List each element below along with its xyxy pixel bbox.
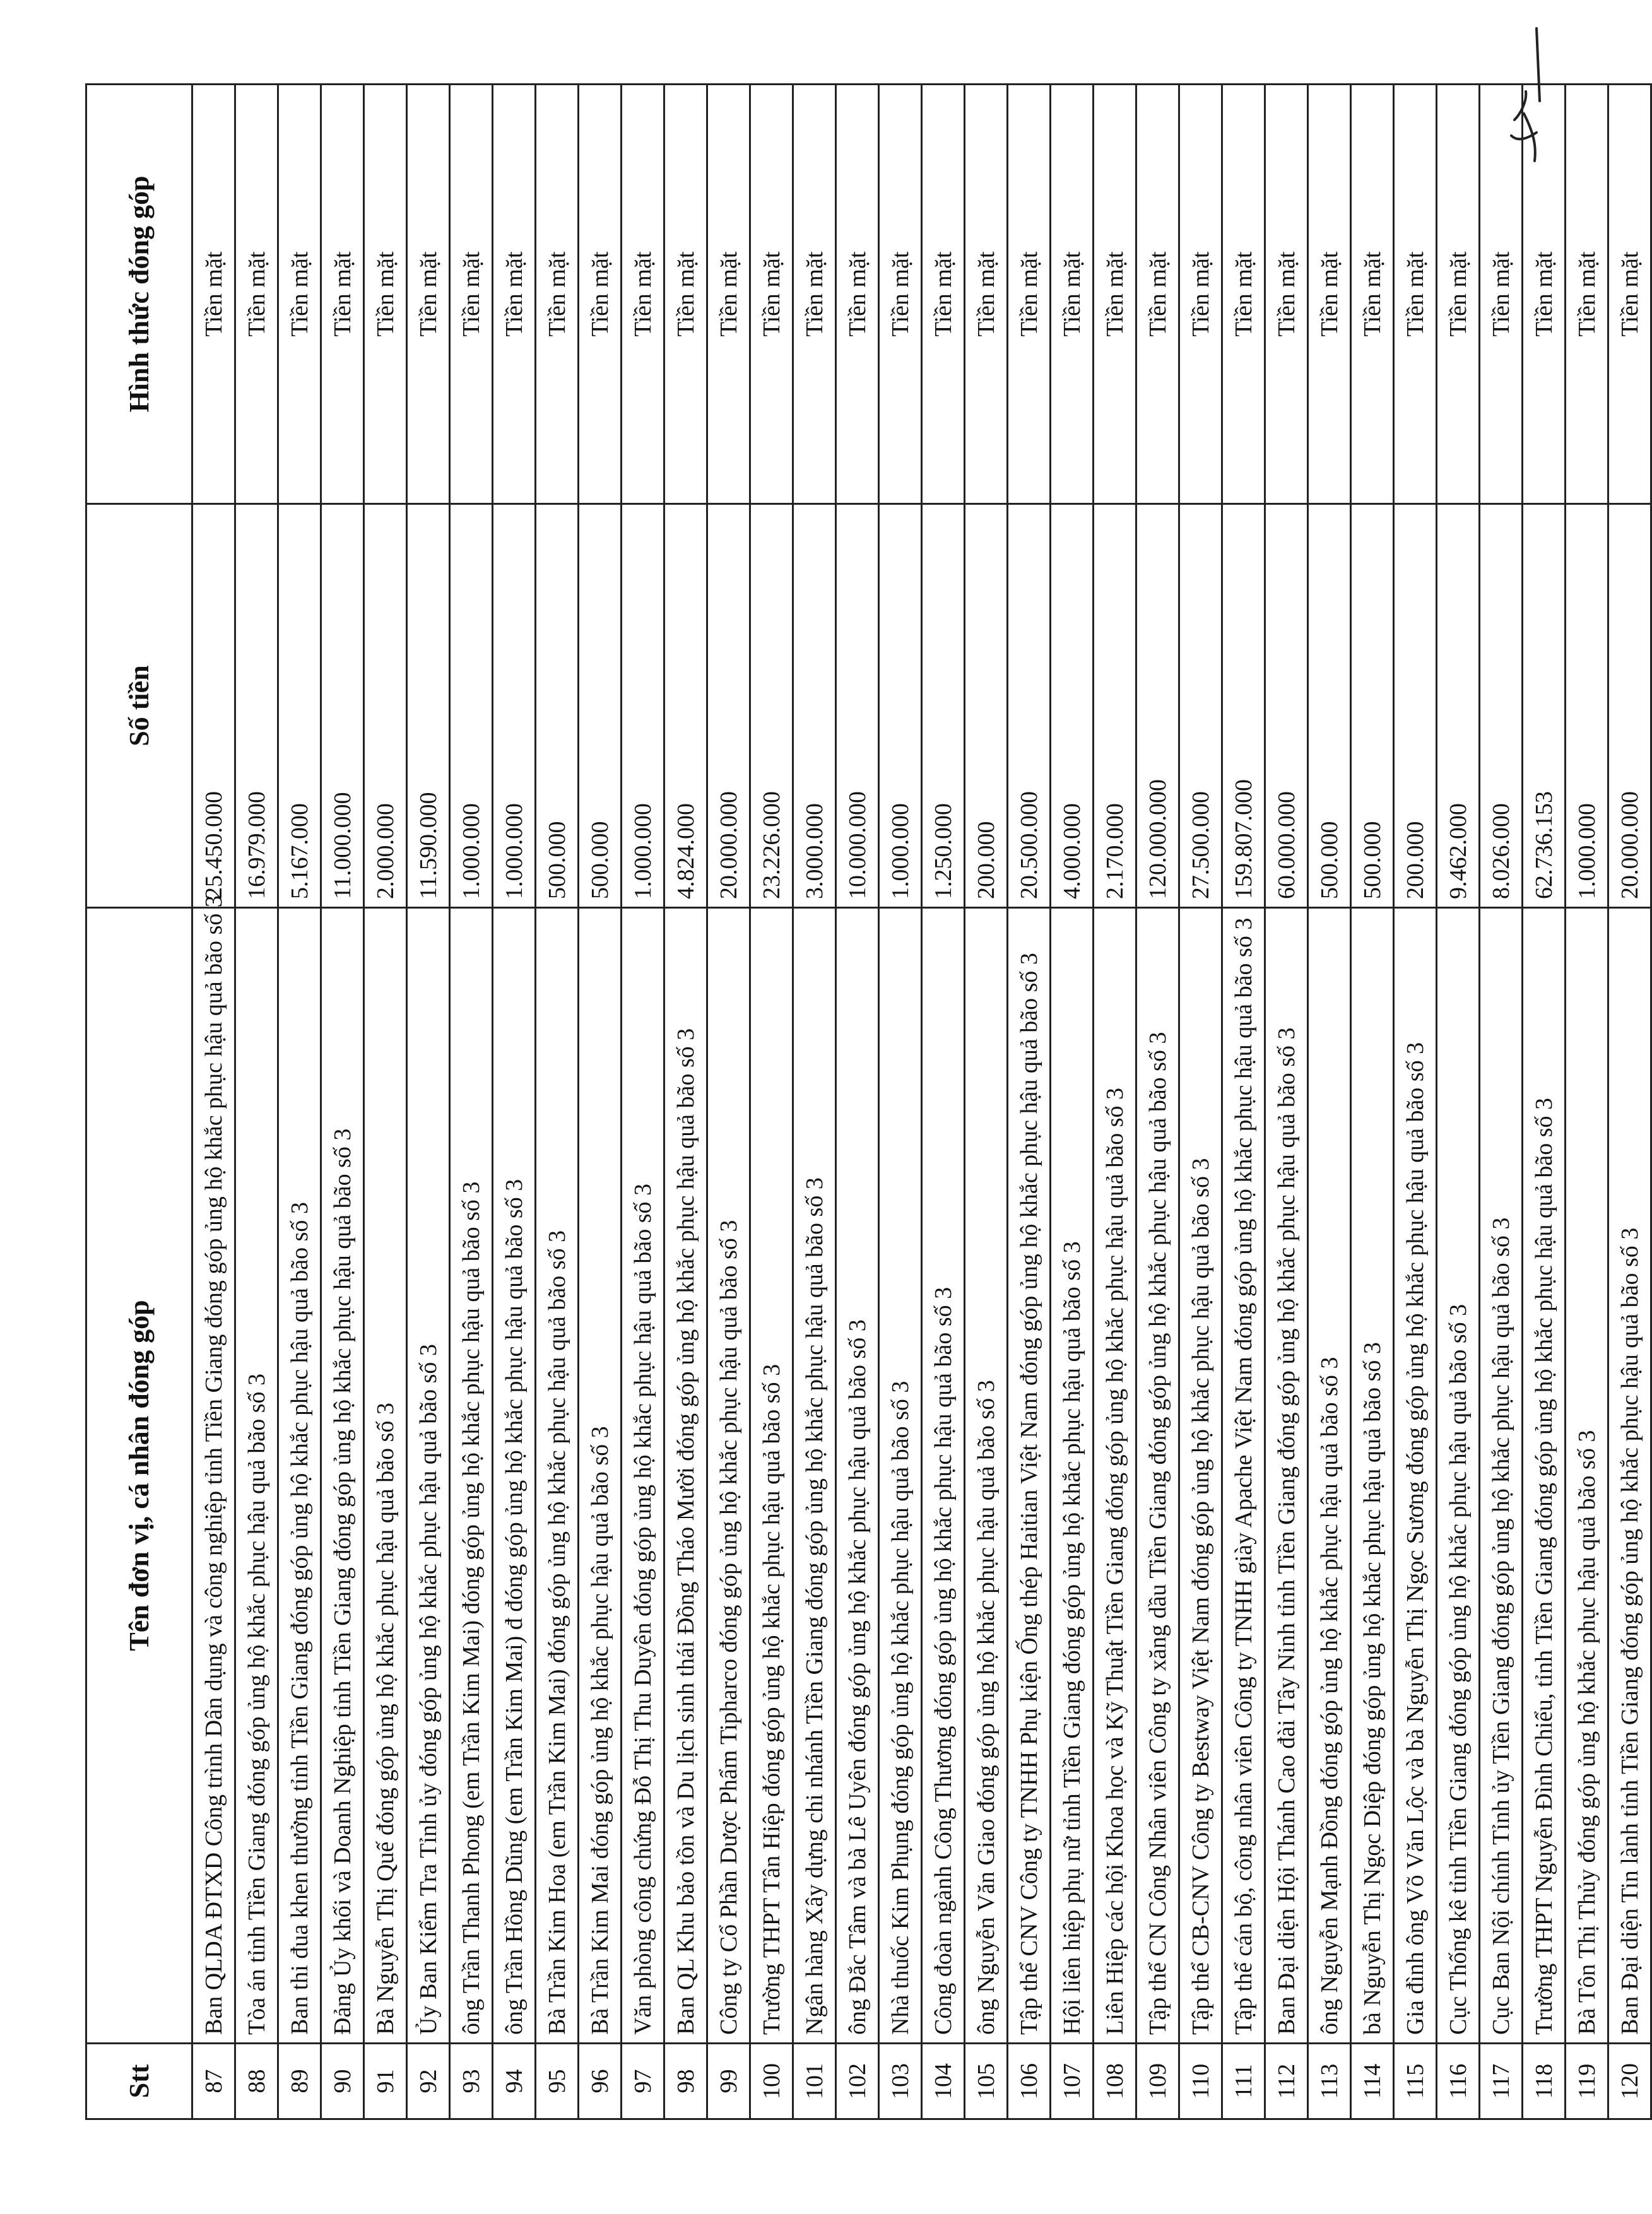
row-name: Trường THPT Tân Hiệp đóng góp ủng hộ khắc phục hậu quả bão số 3 (750, 908, 793, 2044)
row-stt: 111 (1222, 2044, 1265, 2119)
table-row (622, 85, 664, 2119)
table-row (1179, 85, 1222, 2119)
header-amount: Số tiền (86, 504, 192, 908)
table-row (965, 85, 1008, 2119)
row-stt: 120 (1608, 2044, 1651, 2119)
row-amount: 500.000 (579, 504, 622, 908)
row-form: Tiền mặt (407, 85, 450, 504)
row-amount: 500.000 (1351, 504, 1394, 908)
table-row (536, 85, 579, 2119)
row-name: Ban QLDA ĐTXD Công trình Dân dụng và công nghiệp tỉnh Tiền Giang đóng góp ủng hộ khắc phục hậu quả bão số 3 (192, 908, 235, 2044)
row-stt: 109 (1136, 2044, 1179, 2119)
table-row (836, 85, 879, 2119)
table-row (407, 85, 450, 2119)
row-stt: 97 (622, 2044, 664, 2119)
header-name: Tên đơn vị, cá nhân đóng góp (86, 908, 192, 2044)
row-stt: 93 (450, 2044, 493, 2119)
row-form: Tiền mặt (1308, 85, 1351, 504)
row-form: Tiền mặt (1480, 85, 1523, 504)
row-form: Tiền mặt (836, 85, 879, 504)
row-form: Tiền mặt (922, 85, 965, 504)
row-form: Tiền mặt (793, 85, 836, 504)
row-amount: 120.000.000 (1136, 504, 1179, 908)
row-amount: 20.000.000 (707, 504, 750, 908)
row-name: Ban Đại diện Hội Thánh Cao đài Tây Ninh tỉnh Tiền Giang đóng góp ủng hộ khắc phục hậu quả bão số 3 (1265, 908, 1308, 2044)
row-name: Công ty Cổ Phần Dược Phẩm Tipharco đóng góp ủng hộ khắc phục hậu quả bão số 3 (707, 908, 750, 2044)
row-amount: 62.736.153 (1523, 504, 1566, 908)
row-stt: 119 (1566, 2044, 1608, 2119)
row-amount: 23.226.000 (750, 504, 793, 908)
row-name: Bà Trần Kim Mai đóng góp ủng hộ khắc phục hậu quả bão số 3 (579, 908, 622, 2044)
row-amount: 11.000.000 (321, 504, 364, 908)
row-form: Tiền mặt (622, 85, 664, 504)
row-stt: 91 (364, 2044, 407, 2119)
row-amount: 20.500.000 (1008, 504, 1051, 908)
table-body (192, 85, 1651, 2119)
row-amount: 1.000.000 (879, 504, 922, 908)
row-stt: 90 (321, 2044, 364, 2119)
row-amount: 8.026.000 (1480, 504, 1523, 908)
row-name: Ban Đại diện Tin lành tỉnh Tiền Giang đóng góp ủng hộ khắc phục hậu quả bão số 3 (1608, 908, 1651, 2044)
row-stt: 118 (1523, 2044, 1566, 2119)
table-row (707, 85, 750, 2119)
table-row (1008, 85, 1051, 2119)
table-row (922, 85, 965, 2119)
row-stt: 113 (1308, 2044, 1351, 2119)
row-stt: 101 (793, 2044, 836, 2119)
row-stt: 99 (707, 2044, 750, 2119)
table-row (1437, 85, 1480, 2119)
row-name: Nhà thuốc Kim Phụng đóng góp ủng hộ khắc phục hậu quả bão số 3 (879, 908, 922, 2044)
row-name: Tập thể CB-CNV Công ty Bestway Việt Nam đóng góp ủng hộ khắc phục hậu quả bão số 3 (1179, 908, 1222, 2044)
row-form: Tiền mặt (364, 85, 407, 504)
table-row (278, 85, 321, 2119)
row-stt: 117 (1480, 2044, 1523, 2119)
row-form: Tiền mặt (707, 85, 750, 504)
row-name: ông Trần Thanh Phong (em Trần Kim Mai) đóng góp ủng hộ khắc phục hậu quả bão số 3 (450, 908, 493, 2044)
row-form: Tiền mặt (278, 85, 321, 504)
row-form: Tiền mặt (1222, 85, 1265, 504)
row-form: Tiền mặt (192, 85, 235, 504)
row-stt: 108 (1094, 2044, 1136, 2119)
row-stt: 105 (965, 2044, 1008, 2119)
row-stt: 88 (235, 2044, 278, 2119)
row-name: Trường THPT Nguyễn Đình Chiểu, tỉnh Tiền Giang đóng góp ủng hộ khắc phục hậu quả bão số 3 (1523, 908, 1566, 2044)
row-form: Tiền mặt (579, 85, 622, 504)
row-name: Ban QL Khu bảo tồn và Du lịch sinh thái Đồng Tháo Mười đóng góp ủng hộ khắc phục hậu quả bão số 3 (664, 908, 707, 2044)
row-amount: 1.000.000 (1566, 504, 1608, 908)
row-form: Tiền mặt (965, 85, 1008, 504)
table-row (879, 85, 922, 2119)
row-stt: 96 (579, 2044, 622, 2119)
row-stt: 112 (1265, 2044, 1308, 2119)
row-stt: 100 (750, 2044, 793, 2119)
row-amount: 500.000 (536, 504, 579, 908)
row-stt: 107 (1051, 2044, 1094, 2119)
row-amount: 1.000.000 (622, 504, 664, 908)
header-form: Hình thức đóng góp (86, 85, 192, 504)
table-row (1051, 85, 1094, 2119)
row-name: Bà Trần Kim Hoa (em Trần Kim Mai) đóng góp ủng hộ khắc phục hậu quả bão số 3 (536, 908, 579, 2044)
table-row (793, 85, 836, 2119)
row-name: Đảng Ủy khối và Doanh Nghiệp tỉnh Tiền Giang đóng góp ủng hộ khắc phục hậu quả bão số 3 (321, 908, 364, 2044)
row-form: Tiền mặt (1394, 85, 1437, 504)
row-name: Cục Thống kê tỉnh Tiền Giang đóng góp ủng hộ khắc phục hậu quả bão số 3 (1437, 908, 1480, 2044)
row-name: Liên Hiệp các hội Khoa học và Kỹ Thuật Tiền Giang đóng góp ủng hộ khắc phục hậu quả bão số 3 (1094, 908, 1136, 2044)
row-form: Tiền mặt (493, 85, 536, 504)
row-stt: 103 (879, 2044, 922, 2119)
table-row (664, 85, 707, 2119)
row-amount: 4.824.000 (664, 504, 707, 908)
row-form: Tiền mặt (664, 85, 707, 504)
header-row (86, 85, 192, 2119)
table-row (1265, 85, 1308, 2119)
row-form: Tiền mặt (1094, 85, 1136, 504)
row-amount: 25.450.000 (192, 504, 235, 908)
row-name: Bà Nguyễn Thị Quế đóng góp ủng hộ khắc phục hậu quả bão số 3 (364, 908, 407, 2044)
table-row (750, 85, 793, 2119)
row-form: Tiền mặt (1179, 85, 1222, 504)
row-stt: 115 (1394, 2044, 1437, 2119)
row-name: Tập thể CN Công Nhân viên Công ty xăng dầu Tiền Giang đóng góp ủng hộ khắc phục hậu quả bão số 3 (1136, 908, 1179, 2044)
row-name: Văn phòng công chứng Đỗ Thị Thu Duyên đóng góp ủng hộ khắc phục hậu quả bão số 3 (622, 908, 664, 2044)
row-stt: 92 (407, 2044, 450, 2119)
rotated-table-container (85, 85, 1643, 2120)
row-form: Tiền mặt (750, 85, 793, 504)
table-row (579, 85, 622, 2119)
row-stt: 116 (1437, 2044, 1480, 2119)
row-stt: 102 (836, 2044, 879, 2119)
row-name: Ủy Ban Kiểm Tra Tỉnh ủy đóng góp ủng hộ khắc phục hậu quả bão số 3 (407, 908, 450, 2044)
row-amount: 1.000.000 (493, 504, 536, 908)
table-row (1094, 85, 1136, 2119)
header-stt: Stt (86, 2044, 192, 2119)
row-amount: 9.462.000 (1437, 504, 1480, 908)
row-name: Ban thi đua khen thưởng tỉnh Tiền Giang đóng góp ủng hộ khắc phục hậu quả bão số 3 (278, 908, 321, 2044)
row-stt: 95 (536, 2044, 579, 2119)
row-name: Hội liên hiệp phụ nữ tỉnh Tiền Giang đóng góp ủng hộ khắc phục hậu quả bão số 3 (1051, 908, 1094, 2044)
row-amount: 2.000.000 (364, 504, 407, 908)
row-form: Tiền mặt (1608, 85, 1651, 504)
row-name: Gia đình ông Võ Văn Lộc và bà Nguyễn Thị Ngọc Sương đóng góp ủng hộ khắc phục hậu quả bão số 3 (1394, 908, 1437, 2044)
row-amount: 20.000.000 (1608, 504, 1651, 908)
row-amount: 1.000.000 (450, 504, 493, 908)
row-stt: 89 (278, 2044, 321, 2119)
table-row (1608, 85, 1651, 2119)
row-stt: 87 (192, 2044, 235, 2119)
row-amount: 4.000.000 (1051, 504, 1094, 908)
row-amount: 60.000.000 (1265, 504, 1308, 908)
table-row (1136, 85, 1179, 2119)
table-row (1351, 85, 1394, 2119)
table-row (1523, 85, 1566, 2119)
row-stt: 114 (1351, 2044, 1394, 2119)
row-name: Ngân hàng Xây dựng chi nhánh Tiền Giang đóng góp ủng hộ khắc phục hậu quả bão số 3 (793, 908, 836, 2044)
row-form: Tiền mặt (450, 85, 493, 504)
table-row (321, 85, 364, 2119)
row-amount: 11.590.000 (407, 504, 450, 908)
row-name: Tập thể cán bộ, công nhân viên Công ty TNHH giày Apache Việt Nam đóng góp ủng hộ khắc phục hậu quả bão số 3 (1222, 908, 1265, 2044)
row-amount: 500.000 (1308, 504, 1351, 908)
table-row (450, 85, 493, 2119)
table-row (1566, 85, 1608, 2119)
row-form: Tiền mặt (879, 85, 922, 504)
row-form: Tiền mặt (1566, 85, 1608, 504)
row-form: Tiền mặt (321, 85, 364, 504)
row-name: ông Nguyễn Văn Giao đóng góp ủng hộ khắc phục hậu quả bão số 3 (965, 908, 1008, 2044)
row-name: bà Nguyễn Thị Ngọc Diệp đóng góp ủng hộ khắc phục hậu quả bão số 3 (1351, 908, 1394, 2044)
row-form: Tiền mặt (1265, 85, 1308, 504)
row-form: Tiền mặt (1437, 85, 1480, 504)
row-amount: 200.000 (965, 504, 1008, 908)
row-form: Tiền mặt (1351, 85, 1394, 504)
row-amount: 2.170.000 (1094, 504, 1136, 908)
table-row (1480, 85, 1523, 2119)
row-name: Bà Tôn Thị Thủy đóng góp ủng hộ khắc phục hậu quả bão số 3 (1566, 908, 1608, 2044)
table-row (1308, 85, 1351, 2119)
row-amount: 16.979.000 (235, 504, 278, 908)
row-amount: 1.250.000 (922, 504, 965, 908)
row-amount: 3.000.000 (793, 504, 836, 908)
row-amount: 200.000 (1394, 504, 1437, 908)
row-amount: 10.000.000 (836, 504, 879, 908)
table-row (192, 85, 235, 2119)
row-stt: 106 (1008, 2044, 1051, 2119)
row-name: Tập thể CNV Công ty TNHH Phụ kiện Ống thép Haitian Việt Nam đóng góp ủng hộ khắc phục hậu quả bão số 3 (1008, 908, 1051, 2044)
donations-table (85, 83, 1652, 2120)
row-name: ông Trần Hồng Dũng (em Trần Kim Mai) đ đóng góp ủng hộ khắc phục hậu quả bão số 3 (493, 908, 536, 2044)
row-stt: 94 (493, 2044, 536, 2119)
row-name: Tòa án tỉnh Tiền Giang đóng góp ủng hộ khắc phục hậu quả bão số 3 (235, 908, 278, 2044)
row-amount: 27.500.000 (1179, 504, 1222, 908)
row-name: Cục Ban Nội chính Tỉnh ủy Tiền Giang đóng góp ủng hộ khắc phục hậu quả bão số 3 (1480, 908, 1523, 2044)
row-form: Tiền mặt (1051, 85, 1094, 504)
table-row (235, 85, 278, 2119)
row-form: Tiền mặt (235, 85, 278, 504)
table-row (1394, 85, 1437, 2119)
row-stt: 98 (664, 2044, 707, 2119)
row-stt: 110 (1179, 2044, 1222, 2119)
row-form: Tiền mặt (1136, 85, 1179, 504)
table-row (493, 85, 536, 2119)
row-amount: 5.167.000 (278, 504, 321, 908)
row-amount: 159.807.000 (1222, 504, 1265, 908)
table-row (364, 85, 407, 2119)
row-form: Tiền mặt (1008, 85, 1051, 504)
row-name: ông Nguyễn Mạnh Đồng đóng góp ủng hộ khắc phục hậu quả bão số 3 (1308, 908, 1351, 2044)
row-form: Tiền mặt (1523, 85, 1566, 504)
row-name: Công đoàn ngành Công Thương đóng góp ủng hộ khắc phục hậu quả bão số 3 (922, 908, 965, 2044)
row-name: ông Đắc Tâm và bà Lê Uyên đóng góp ủng hộ khắc phục hậu quả bão số 3 (836, 908, 879, 2044)
table-row (1222, 85, 1265, 2119)
row-stt: 104 (922, 2044, 965, 2119)
row-form: Tiền mặt (536, 85, 579, 504)
